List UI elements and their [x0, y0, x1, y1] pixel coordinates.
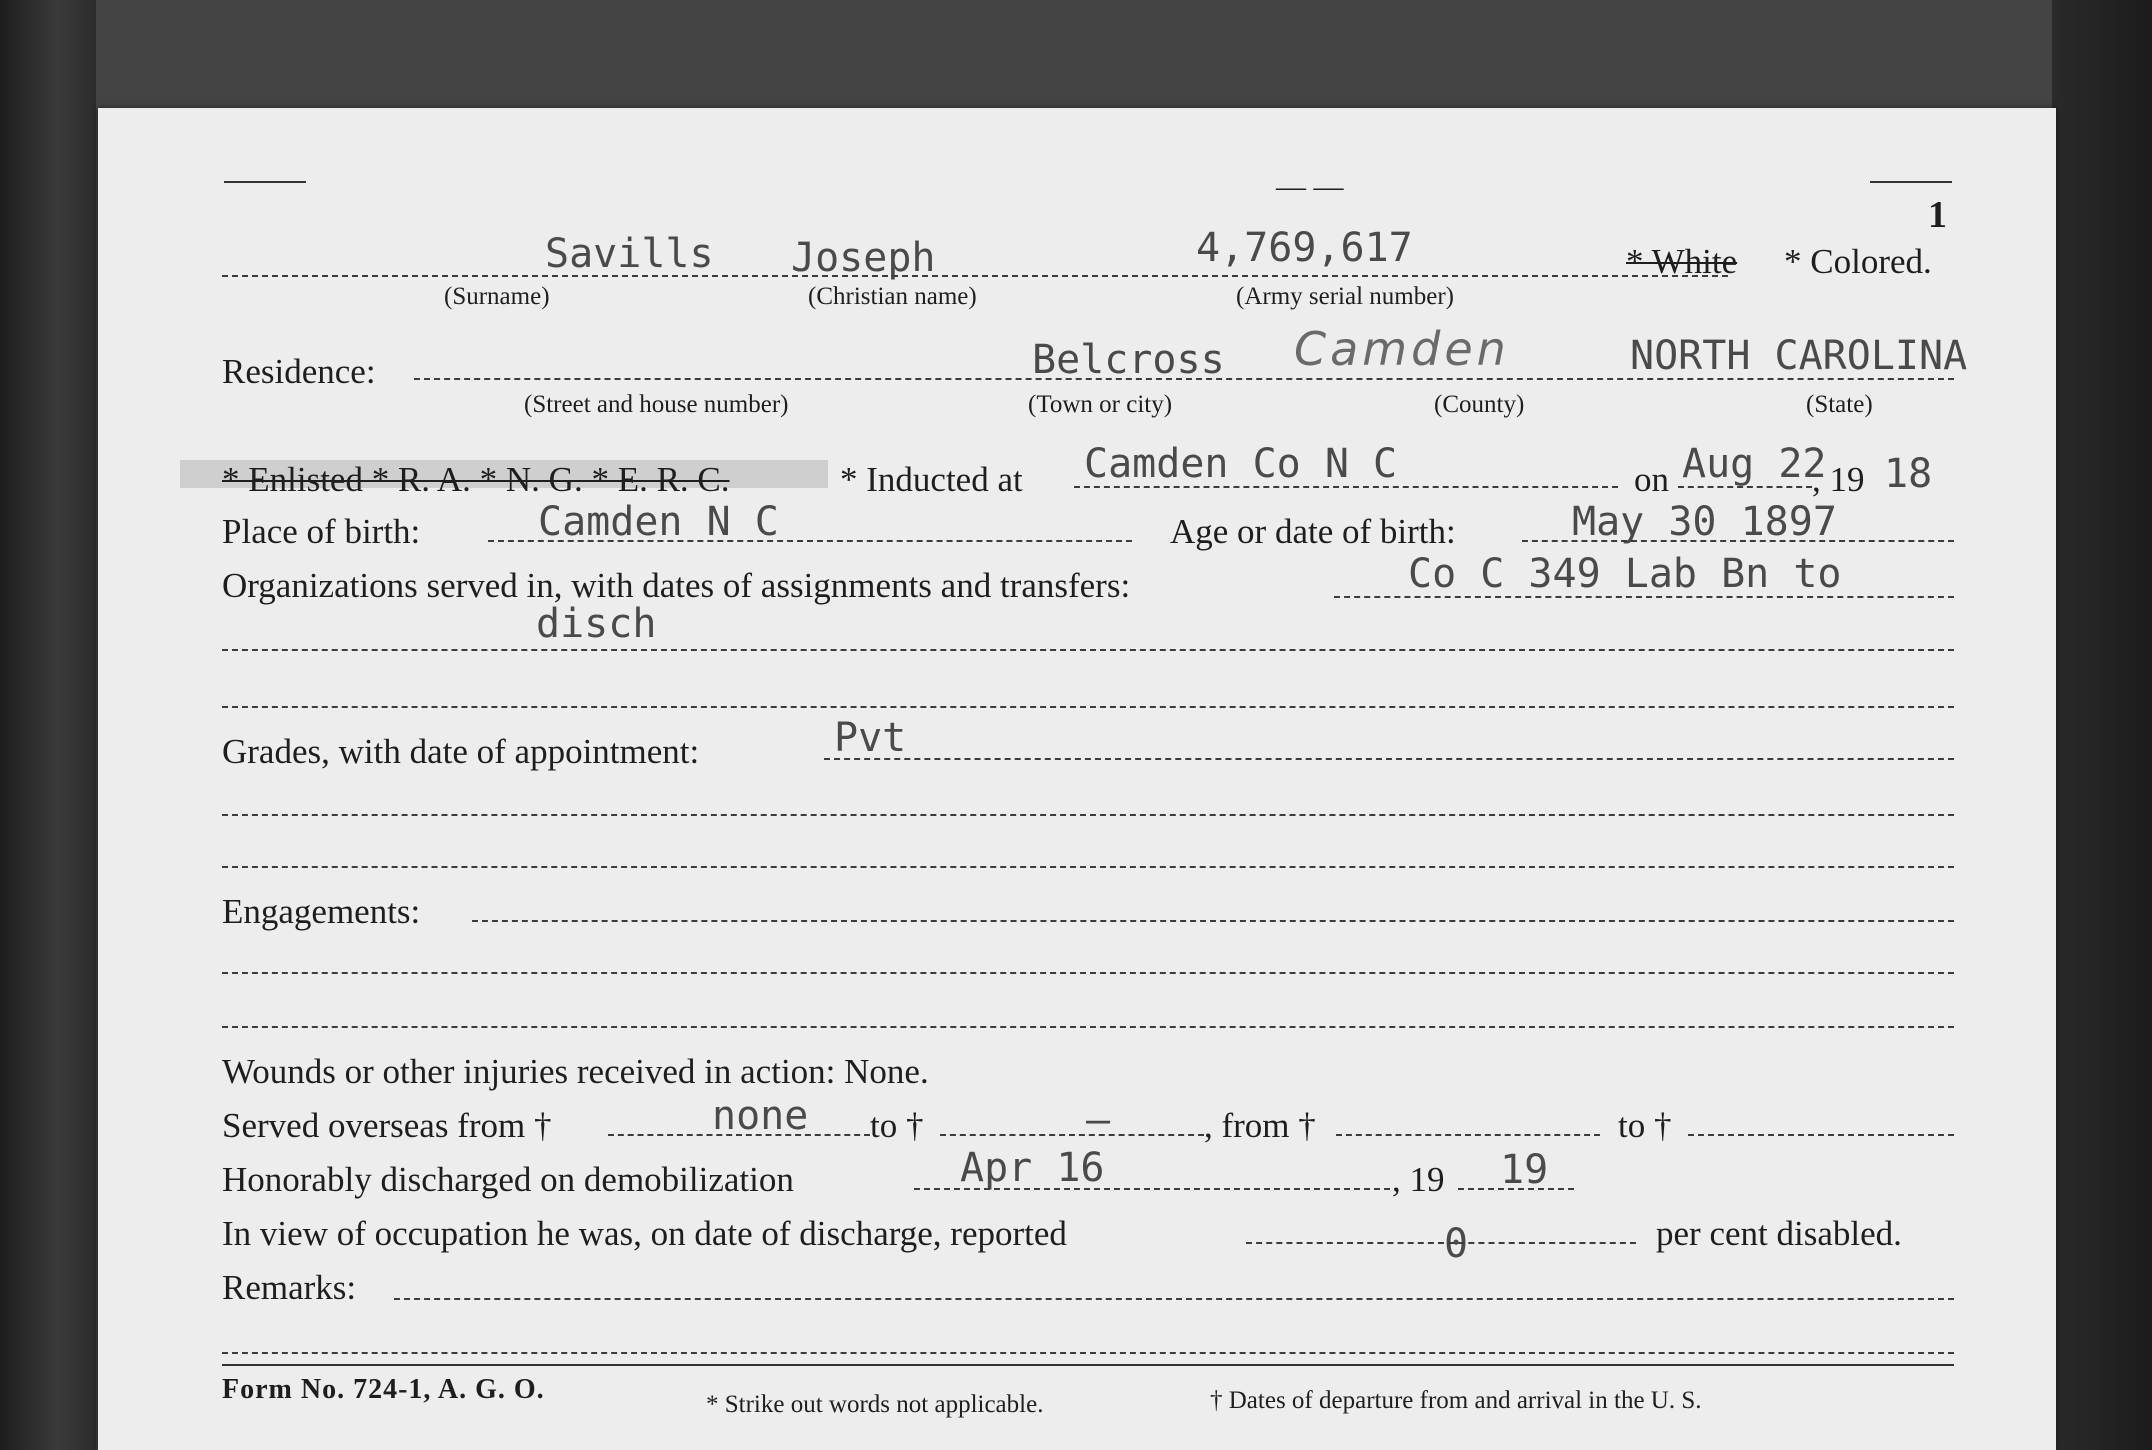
street-label: (Street and house number) — [524, 391, 789, 418]
served-to-value: — — [1086, 1097, 1111, 1143]
service-record-card — [98, 108, 2056, 1450]
from2-label: , from † — [1204, 1106, 1316, 1145]
served-from2-line — [1336, 1134, 1600, 1136]
county-label: (County) — [1434, 391, 1525, 418]
to1-label: to † — [870, 1106, 924, 1145]
surname-label: (Surname) — [444, 283, 550, 310]
serial-number-value: 4,769,617 — [1196, 225, 1413, 271]
town-label: (Town or city) — [1028, 391, 1173, 418]
inducted-year-value: 18 — [1884, 451, 1933, 497]
top-right-mark — [1870, 181, 1952, 183]
residence-town-value: Belcross — [1032, 337, 1225, 383]
on-label: on — [1634, 460, 1669, 499]
residence-line — [414, 378, 1954, 380]
race-white-option: * White — [1626, 242, 1738, 281]
discharge-date-value: Apr 16 — [960, 1145, 1105, 1191]
birthdate-line — [1522, 540, 1954, 542]
served-from-value: none — [712, 1093, 809, 1139]
inducted-year-prefix: , 19 — [1812, 460, 1865, 499]
disabled-percent-line — [1246, 1242, 1636, 1244]
birthdate-label: Age or date of birth: — [1170, 512, 1456, 551]
engagements-label: Engagements: — [222, 892, 421, 931]
background-right — [2052, 0, 2152, 1450]
grades-line1 — [824, 758, 1954, 760]
birthplace-label: Place of birth: — [222, 512, 421, 551]
state-label: (State) — [1806, 391, 1873, 418]
remarks-label: Remarks: — [222, 1268, 357, 1307]
engagements-line3 — [222, 1026, 1954, 1028]
engagements-line1 — [472, 920, 1954, 922]
top-left-mark — [224, 181, 306, 183]
served-to-line — [940, 1134, 1204, 1136]
birthplace-line — [488, 540, 1132, 542]
birthdate-value: May 30 1897 — [1572, 499, 1837, 545]
organizations-line3 — [222, 706, 1954, 708]
inducted-place-value: Camden Co N C — [1084, 441, 1398, 487]
organizations-label: Organizations served in, with dates of assignments and transfers: — [222, 566, 1131, 605]
remarks-line2 — [222, 1352, 1954, 1354]
inducted-label: * Inducted at — [840, 460, 1023, 499]
discharged-label: Honorably discharged on demobilization — [222, 1160, 794, 1199]
served-from-label: Served overseas from † — [222, 1106, 552, 1145]
background-top — [0, 0, 2152, 110]
christian-name-value: Joseph — [791, 235, 936, 281]
discharge-date-line — [914, 1188, 1390, 1190]
surname-value: Savills — [545, 231, 714, 277]
engagements-line2 — [222, 972, 1954, 974]
residence-state-value: NORTH CAROLINA — [1630, 333, 1968, 379]
residence-county-value: Camden — [1294, 322, 1510, 376]
served-from-line — [608, 1134, 870, 1136]
grades-label: Grades, with date of appointment: — [222, 732, 700, 771]
organizations-line1 — [1334, 596, 1954, 598]
race-colored-option: * Colored. — [1784, 242, 1932, 281]
top-dash: — — — [1276, 170, 1344, 203]
footnote-strike: * Strike out words not applicable. — [706, 1391, 1044, 1418]
grades-line3 — [222, 866, 1954, 868]
inducted-date-line — [1678, 486, 1812, 488]
birthplace-value: Camden N C — [538, 499, 779, 545]
footnote-dates: † Dates of departure from and arrival in the U. S. — [1210, 1387, 1702, 1414]
background-left — [0, 0, 96, 1450]
organizations-line2 — [222, 649, 1954, 651]
form-number: Form No. 724-1, A. G. O. — [222, 1374, 545, 1405]
organization-line2-value: disch — [536, 601, 657, 647]
discharge-year-line — [1458, 1188, 1574, 1190]
inducted-date-value: Aug 22 — [1682, 441, 1827, 487]
discharge-year-prefix: , 19 — [1392, 1160, 1445, 1199]
wounds-text: Wounds or other injuries received in action: None. — [222, 1052, 929, 1091]
name-line — [222, 275, 1728, 277]
disabled-label: per cent disabled. — [1656, 1214, 1902, 1253]
organization-line1-value: Co C 349 Lab Bn to — [1408, 551, 1842, 597]
occupation-label: In view of occupation he was, on date of discharge, reported — [222, 1214, 1067, 1253]
card-number: 1 — [1928, 194, 1947, 236]
residence-label: Residence: — [222, 352, 376, 391]
to2-label: to † — [1618, 1106, 1672, 1145]
enlisted-options: * Enlisted * R. A. * N. G. * E. R. C. — [222, 460, 730, 499]
inducted-place-line — [1074, 486, 1618, 488]
discharge-year-value: 19 — [1500, 1147, 1549, 1193]
footer-rule — [222, 1364, 1954, 1366]
grades-line2 — [222, 814, 1954, 816]
served-to2-line — [1688, 1134, 1954, 1136]
remarks-line1 — [394, 1298, 1954, 1300]
grade-value: Pvt — [834, 715, 907, 761]
christian-name-label: (Christian name) — [808, 283, 977, 310]
disabled-percent-value: 0 — [1444, 1221, 1469, 1267]
serial-number-label: (Army serial number) — [1236, 283, 1454, 310]
